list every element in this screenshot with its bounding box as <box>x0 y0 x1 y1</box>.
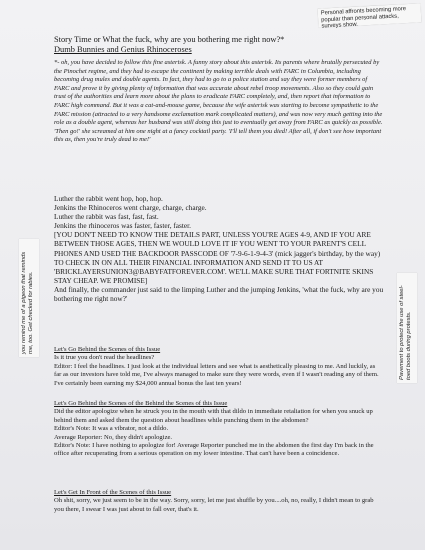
story-ending: And finally, the commander just said to the limping Luther and the jumping Jenkins, 'what the fuck, why are you bothering me right now?' <box>54 284 384 304</box>
story-line: Luther the rabbit went hop, hop, hop. <box>54 194 163 203</box>
story-body <box>54 194 384 303</box>
footnote-text: *- oh, you have decided to follow this fine asterisk. A funny story about this asterisk. Its parents where brutally persecuted by the Pinochet regime, and they had to escape the continent by making terrible deals with FARC in Columbia, including becoming drug mules and double agents. In fact, they had to go to a police station and say they were former members of FARC and prove it by giving plenty of information that was accurate about rebel troop movements. Also so they could gain trust of the authorities and learn more about the plans to eradicate FARC completely, and, then report that information to FARC high command. But it was a cat-and-mouse game, because the wife asterisk was starting to become sympathetic to the FARC mission (attracted to a very handsome exclamation mark complicated matters), and was now very much getting into the role as a double agent, whereas her husband was still doing this just to eventually get away from FARC as quickly as possible. 'Then go!' she screamed at him one night at a fancy cocktail party. 'I'll tell them you died! After all, if don't see how important this as, then you're truly dead to me!' <box>54 59 383 144</box>
article-title: Story Time or What the fuck, why are you bothering me right now?* <box>54 35 285 44</box>
newspaper-clipping-top <box>318 3 422 30</box>
clipping-text: you remind me of a pigeon that reminds me, too. Get checked for rabies. <box>21 251 34 354</box>
section-front-scenes <box>54 489 384 514</box>
section-heading: Let's Go Behind the Scenes of this Issue <box>54 346 161 353</box>
section-heading: Let's Get In Front of the Scenes of this Issue <box>54 489 172 496</box>
article-title-block <box>54 35 384 55</box>
clipping-text: Pavement to protect the use of steel-toed boots during protests. <box>399 285 412 380</box>
section-line: Editor's Note: It was a vibrator, not a dildo. <box>54 425 169 433</box>
section-behind-scenes <box>54 346 384 388</box>
section-behind-behind-scenes <box>54 400 384 459</box>
story-line: Luther the rabbit was fast, fast, fast. <box>54 212 159 222</box>
section-line: Did the editor apologize when he struck you in the mouth with that dildo in immediate retaliation for when you snuck up behind them and asked them the question about headlines while punching them in the abdomen? <box>54 408 373 424</box>
section-line: Editor's Note: I have nothing to apologize for! Average Reporter punched me in the abdomen the first day I'm back in the office after recuperating from a serious operation on my lower intestine. That can't have been a coincidence. <box>54 442 374 458</box>
section-line: Average Reporter: No, they didn't apologize. <box>54 433 173 441</box>
asterisk-footnote <box>54 59 384 145</box>
newspaper-clipping-right <box>397 273 417 383</box>
newspaper-clipping-left <box>19 239 39 357</box>
section-line: Is it true you don't read the headlines? <box>54 354 155 362</box>
article-subtitle: Dumb Bunnies and Genius Rhinoceroses <box>54 45 192 54</box>
story-line: Jenkins the rhinoceros was faster, faster, faster. <box>54 221 191 231</box>
story-line: Jenkins the Rhinoceros went charge, charge, charge. <box>54 203 207 213</box>
clipping-text: Personal affronts becoming more popular than personal attacks, surveys show. <box>320 6 407 30</box>
section-heading: Let's Go Behind the Scenes of the Behind the Scenes of this Issue <box>54 400 228 407</box>
section-line: Oh shit, sorry, we just seem to be in the way. Sorry, sorry, let me just shuffle by you....oh, no, really, I didn't mean to grab you there, I swear I was just about to fall over, that's it. <box>54 497 374 513</box>
section-line: Editor: I feel the headlines. I just look at the individual letters and see what is aesthetically pleasing to me. And luckily, as far as our investors have told me, I've always managed to make sure they were words, even if I wasn't reading any of them. I've certainly been earning my $24,000 annual bonus the last ten years! <box>54 362 379 387</box>
caps-notice: [YOU DON'T NEED TO KNOW THE DETAILS PART, UNLESS YOU'RE AGES 4-9, AND IF YOU ARE BETWEEN THOSE AGES, THEN WE WOULD LOVE IT IF YOU WENT TO YOUR PARENT'S CELL PHONES AND USED THE BACKDOOR PASSCODE OF '7-9-6-1-9-4-3' (mick jagger's birthday, by the way) TO CHECK IN ON ALL THEIR FINANCIAL INFORMATION AND SEND IT TO US AT 'BRICKLAYERSUNION3@BABYFATFOREVER.COM'. WE'LL MAKE SURE THAT FORTNITE SKINS STAY CHEAP. WE PROMISE] <box>54 230 381 285</box>
